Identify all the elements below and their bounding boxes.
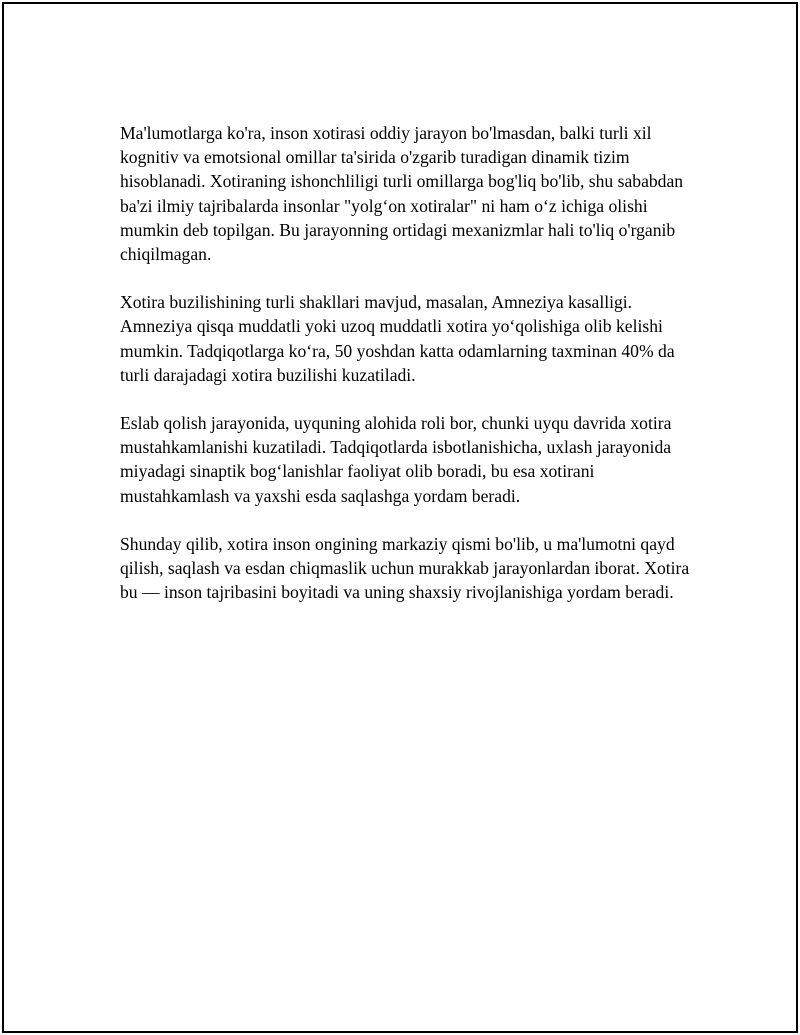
paragraph-memory-disorders: Xotira buzilishining turli shakllari mavjud, masalan, Amneziya kasalligi. Amneziya qisqa muddatli yoki uzoq muddatli xotira yo‘qolishiga olib kelishi mumkin. Tadqiqotlarga ko‘ra, 50 yoshdan katta odamlarning taxminan 40% da turli darajadagi xotira buzilishi kuzatiladi. — [120, 292, 675, 385]
paragraph-conclusion: Shunday qilib, xotira inson ongining markaziy qismi bo'lib, u ma'lumotni qayd qilish, saqlash va esdan chiqmaslik uchun murakkab jarayonlardan iborat. Xotira bu — inson tajribasini boyitadi va uning shaxsiy rivojlanishiga yordam beradi. — [120, 533, 690, 603]
document-body — [120, 121, 695, 604]
paragraph-sleep-and-memory: Eslab qolish jarayonida, uyquning alohida roli bor, chunki uyqu davrida xotira mustahkamlanishi kuzatiladi. Tadqiqotlarda isbotlanishicha, uxlash jarayonida miyadagi sinaptik bog‘lanishlar faoliyat olib boradi, bu esa xotirani mustahkamlash va yaxshi esda saqlashga yordam beradi. — [120, 413, 672, 506]
paragraph-memory-definition: Ma'lumotlarga ko'ra, inson xotirasi oddiy jarayon bo'lmasdan, balki turli xil kognitiv va emotsional omillar ta'sirida o'zgarib turadigan dinamik tizim hisoblanadi. Xotiraning ishonchliligi turli omillarga bog'liq bo'lib, shu sababdan ba'zi ilmiy tajribalarda insonlar "yolg‘on xotiralar" ni ham o‘z ichiga olishi mumkin deb topilgan. Bu jarayonning ortidagi mexanizmlar hali to'liq o'rganib chiqilmagan. — [120, 123, 684, 265]
document-page — [2, 2, 798, 1033]
